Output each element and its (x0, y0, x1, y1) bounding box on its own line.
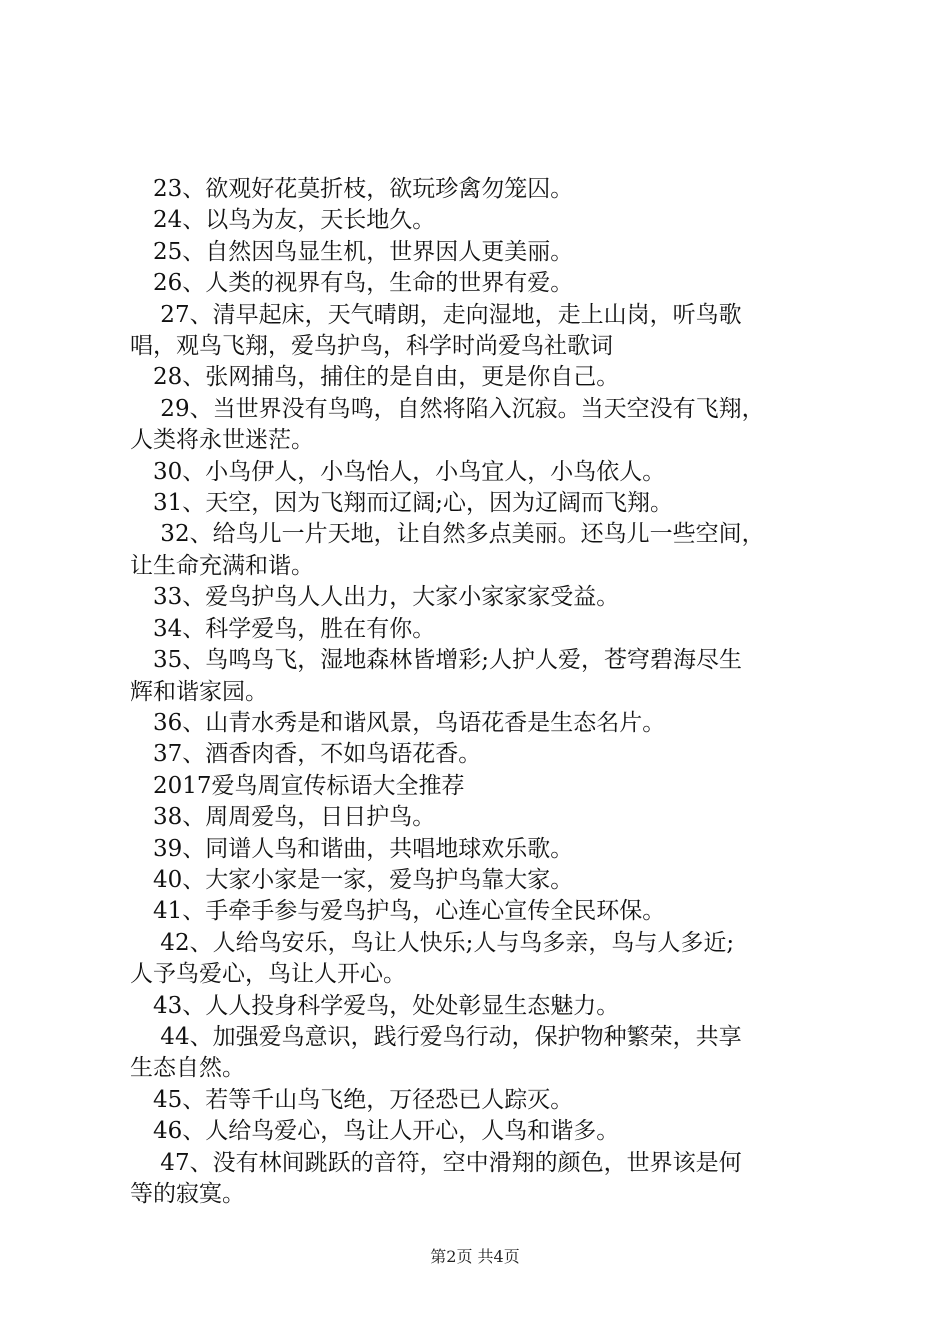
text-line: 42、人给鸟安乐，鸟让人快乐;人与鸟多亲，鸟与人多近; (130, 929, 735, 956)
text-line: 41、手牵手参与爱鸟护鸟，心连心宣传全民环保。 (130, 898, 666, 925)
text-line: 34、科学爱鸟，胜在有你。 (130, 615, 436, 642)
document-body (130, 174, 830, 1210)
text-line: 24、以鸟为友，天长地久。 (130, 207, 436, 234)
text-line: 让生命充满和谐。 (130, 552, 314, 579)
text-line: 40、大家小家是一家，爱鸟护鸟靠大家。 (130, 866, 574, 893)
text-line: 39、同谱人鸟和谐曲，共唱地球欢乐歌。 (130, 835, 574, 862)
text-line: 36、山青水秀是和谐风景，鸟语花香是生态名片。 (130, 709, 666, 736)
text-line: 等的寂寞。 (130, 1181, 245, 1207)
text-line: 25、自然因鸟显生机，世界因人更美丽。 (130, 238, 574, 265)
text-line: 45、若等千山鸟飞绝，万径恐已人踪灭。 (130, 1086, 574, 1113)
text-line: 人类将永世迷茫。 (130, 427, 314, 454)
text-line: 27、清早起床，天气晴朗，走向湿地，走上山岗，听鸟歌 (130, 301, 742, 328)
text-line: 唱，观鸟飞翔，爱鸟护鸟，科学时尚爱鸟社歌词 (130, 333, 613, 360)
text-line: 30、小鸟伊人，小鸟怡人，小鸟宜人，小鸟依人。 (130, 458, 666, 485)
text-line: 生态自然。 (130, 1055, 245, 1082)
text-line: 47、没有林间跳跃的音符，空中滑翔的颜色，世界该是何 (130, 1149, 742, 1176)
text-line: 2017爱鸟周宣传标语大全推荐 (130, 772, 465, 799)
text-line: 43、人人投身科学爱鸟，处处彰显生态魅力。 (130, 992, 620, 1019)
page-footer: 第2页 共4页 (430, 1247, 520, 1266)
text-line: 37、酒香肉香，不如鸟语花香。 (130, 741, 482, 768)
text-line: 31、天空，因为飞翔而辽阔;心，因为辽阔而飞翔。 (130, 490, 674, 517)
text-line: 46、人给鸟爱心，鸟让人开心，人鸟和谐多。 (130, 1118, 620, 1145)
text-line: 28、张网捕鸟，捕住的是自由，更是你自己。 (130, 364, 620, 391)
text-line: 23、欲观好花莫折枝，欲玩珍禽勿笼囚。 (130, 176, 574, 202)
text-line: 33、爱鸟护鸟人人出力，大家小家家家受益。 (130, 584, 620, 611)
text-line: 29、当世界没有鸟鸣，自然将陷入沉寂。当天空没有飞翔， (130, 395, 765, 422)
text-line: 44、加强爱鸟意识，践行爱鸟行动，保护物种繁荣，共享 (130, 1023, 742, 1050)
text-line: 38、周周爱鸟，日日护鸟。 (130, 804, 436, 831)
text-line: 35、鸟鸣鸟飞，湿地森林皆增彩;人护人爱，苍穹碧海尽生 (130, 647, 743, 674)
text-line: 32、给鸟儿一片天地，让自然多点美丽。还鸟儿一些空间， (130, 521, 765, 548)
text-line: 辉和谐家园。 (130, 678, 268, 705)
text-line: 26、人类的视界有鸟，生命的世界有爱。 (130, 270, 574, 297)
text-line: 人予鸟爱心，鸟让人开心。 (130, 961, 406, 988)
